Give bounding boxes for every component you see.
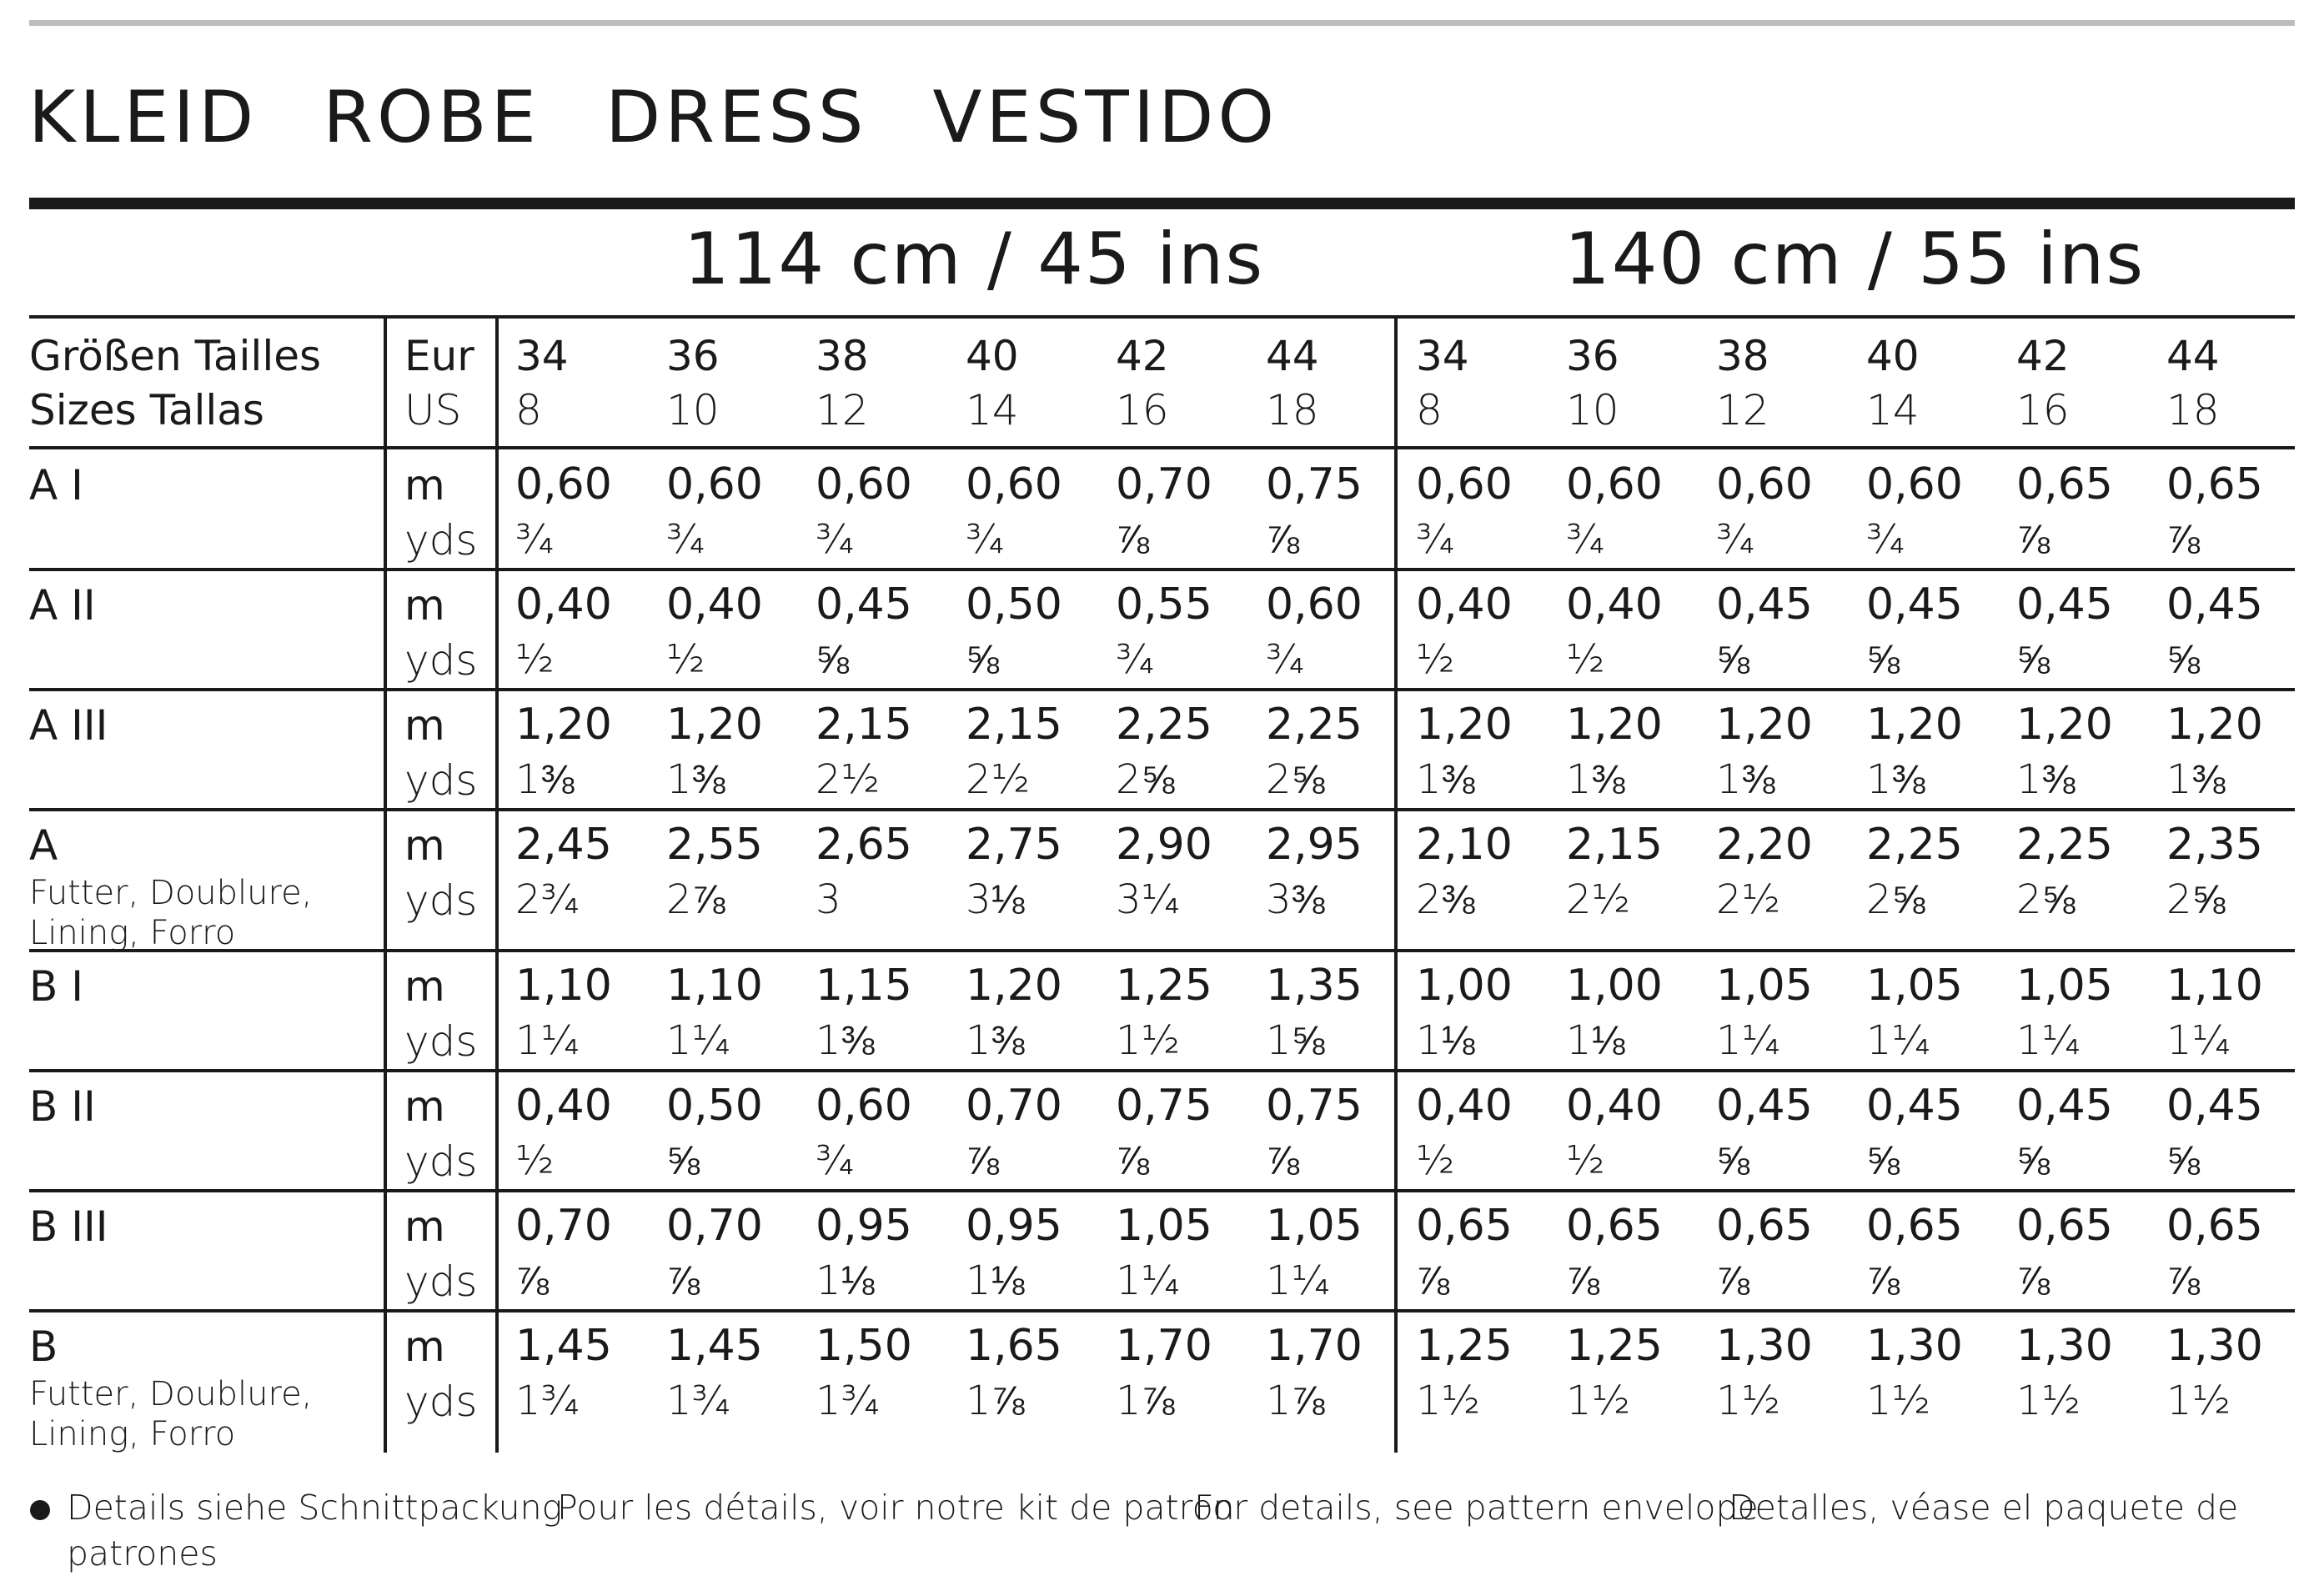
yard-value: 1¾ bbox=[666, 1378, 731, 1424]
yard-value: 2⅞ bbox=[666, 876, 725, 923]
us-size: 14 bbox=[1866, 386, 1920, 434]
meter-value: 0,40 bbox=[1566, 1081, 1663, 1131]
size-label-line2: Sizes Tallas bbox=[29, 386, 264, 434]
yard-value: 1⅞ bbox=[1266, 1378, 1325, 1424]
title-es: VESTIDO bbox=[932, 76, 1279, 159]
meter-value: 1,05 bbox=[2016, 961, 2113, 1011]
meter-value: 2,10 bbox=[1416, 820, 1513, 870]
yard-value: 1½ bbox=[1116, 1017, 1181, 1064]
unit-yds: yds bbox=[404, 636, 478, 685]
yard-value: ¾ bbox=[1266, 636, 1305, 683]
yard-value: 1⅜ bbox=[2016, 756, 2076, 803]
footer-en: For details, see pattern envelope bbox=[1194, 1488, 1759, 1528]
meter-value: 2,15 bbox=[966, 700, 1062, 750]
us-size: 18 bbox=[1266, 386, 1319, 434]
row-label: B II bbox=[29, 1082, 96, 1131]
meter-value: 0,95 bbox=[816, 1201, 912, 1251]
us-size: 12 bbox=[1716, 386, 1769, 434]
yard-value: ⅝ bbox=[2166, 1137, 2201, 1184]
yard-value: 1½ bbox=[1866, 1378, 1931, 1424]
col-divider-unit bbox=[495, 317, 499, 1453]
meter-value: 2,25 bbox=[1866, 820, 1963, 870]
yard-value: 1⅜ bbox=[2166, 756, 2226, 803]
meter-value: 1,25 bbox=[1116, 961, 1212, 1011]
meter-value: 0,65 bbox=[2166, 459, 2263, 509]
us-size: 16 bbox=[1116, 386, 1169, 434]
meter-value: 0,60 bbox=[1716, 459, 1813, 509]
meter-value: 1,30 bbox=[2166, 1321, 2263, 1371]
eur-size: 42 bbox=[1116, 332, 1169, 380]
meter-value: 0,45 bbox=[2166, 580, 2263, 630]
meter-value: 0,60 bbox=[966, 459, 1062, 509]
yard-value: 1¾ bbox=[515, 1378, 580, 1424]
unit-yds: yds bbox=[404, 1137, 478, 1186]
yard-value: ⅝ bbox=[2166, 636, 2201, 683]
meter-value: 0,70 bbox=[515, 1201, 612, 1251]
yard-value: ⅝ bbox=[816, 636, 850, 683]
fabric-width-140: 140 cm / 55 ins bbox=[1564, 218, 2146, 301]
meter-value: 1,65 bbox=[966, 1321, 1062, 1371]
yard-value: 1¼ bbox=[1266, 1257, 1331, 1304]
table-row-divider bbox=[29, 688, 2295, 691]
eur-size: 40 bbox=[1866, 332, 1920, 380]
meter-value: 1,20 bbox=[1566, 700, 1663, 750]
meter-value: 2,25 bbox=[1266, 700, 1363, 750]
us-size: 14 bbox=[966, 386, 1019, 434]
meter-value: 1,45 bbox=[666, 1321, 763, 1371]
yard-value: 1¼ bbox=[2016, 1017, 2081, 1064]
us-size: 18 bbox=[2166, 386, 2220, 434]
unit-yds: yds bbox=[404, 876, 478, 925]
yard-value: 1¼ bbox=[2166, 1017, 2231, 1064]
yard-value: 1⅝ bbox=[1266, 1017, 1325, 1064]
yard-value: ⅝ bbox=[2016, 636, 2050, 683]
meter-value: 1,10 bbox=[2166, 961, 2263, 1011]
meter-value: 1,05 bbox=[1116, 1201, 1212, 1251]
row-label: A bbox=[29, 821, 58, 870]
meter-value: 0,40 bbox=[1416, 1081, 1513, 1131]
yard-value: 1⅜ bbox=[666, 756, 725, 803]
meter-value: 1,00 bbox=[1416, 961, 1513, 1011]
yard-value: 2¾ bbox=[515, 876, 580, 923]
meter-value: 1,70 bbox=[1266, 1321, 1363, 1371]
meter-value: 1,20 bbox=[1866, 700, 1963, 750]
meter-value: 1,50 bbox=[816, 1321, 912, 1371]
meter-value: 1,15 bbox=[816, 961, 912, 1011]
meter-value: 0,75 bbox=[1266, 459, 1363, 509]
meter-value: 0,95 bbox=[966, 1201, 1062, 1251]
yard-value: 3¼ bbox=[1116, 876, 1181, 923]
yard-value: 1½ bbox=[2016, 1378, 2081, 1424]
yard-value: 2⅝ bbox=[1266, 756, 1325, 803]
meter-value: 0,60 bbox=[666, 459, 763, 509]
meter-value: 1,25 bbox=[1416, 1321, 1513, 1371]
meter-value: 0,75 bbox=[1266, 1081, 1363, 1131]
yard-value: ¾ bbox=[515, 516, 555, 563]
meter-value: 1,30 bbox=[1716, 1321, 1813, 1371]
meter-value: 1,05 bbox=[1266, 1201, 1363, 1251]
meter-value: 0,65 bbox=[1866, 1201, 1963, 1251]
top-rule bbox=[29, 20, 2295, 26]
us-size: 8 bbox=[1416, 386, 1443, 434]
meter-value: 2,25 bbox=[1116, 700, 1212, 750]
meter-value: 0,40 bbox=[1566, 580, 1663, 630]
yard-value: ⅞ bbox=[1266, 516, 1300, 563]
meter-value: 0,55 bbox=[1116, 580, 1212, 630]
meter-value: 1,20 bbox=[1416, 700, 1513, 750]
meter-value: 0,60 bbox=[1866, 459, 1963, 509]
table-row-divider bbox=[29, 1069, 2295, 1072]
row-label: B bbox=[29, 1323, 58, 1371]
yard-value: 1½ bbox=[1566, 1378, 1631, 1424]
footer-es: Detalles, véase el paquete de bbox=[1729, 1488, 2239, 1528]
unit-m: m bbox=[404, 821, 445, 870]
us-size: 10 bbox=[1566, 386, 1619, 434]
eur-size: 38 bbox=[1716, 332, 1769, 380]
title-en: DRESS bbox=[605, 76, 868, 159]
us-label: US bbox=[404, 386, 462, 434]
yard-value: 1½ bbox=[2166, 1378, 2231, 1424]
yard-value: ¾ bbox=[1716, 516, 1755, 563]
meter-value: 0,60 bbox=[1566, 459, 1663, 509]
meter-value: 2,25 bbox=[2016, 820, 2113, 870]
eur-size: 42 bbox=[2016, 332, 2070, 380]
meter-value: 0,65 bbox=[1716, 1201, 1813, 1251]
yard-value: 2½ bbox=[816, 756, 881, 803]
meter-value: 1,45 bbox=[515, 1321, 612, 1371]
yard-value: ⅞ bbox=[1116, 516, 1150, 563]
unit-yds: yds bbox=[404, 516, 478, 565]
unit-yds: yds bbox=[404, 1378, 478, 1426]
meter-value: 1,05 bbox=[1866, 961, 1963, 1011]
table-row-divider bbox=[29, 1189, 2295, 1192]
meter-value: 0,50 bbox=[966, 580, 1062, 630]
unit-m: m bbox=[404, 1323, 445, 1371]
meter-value: 0,40 bbox=[515, 580, 612, 630]
meter-value: 1,05 bbox=[1716, 961, 1813, 1011]
yard-value: 2⅝ bbox=[1116, 756, 1175, 803]
meter-value: 1,10 bbox=[515, 961, 612, 1011]
meter-value: 0,40 bbox=[1416, 580, 1513, 630]
yard-value: 1⅜ bbox=[816, 1017, 875, 1064]
size-label-line1: Größen Tailles bbox=[29, 332, 322, 380]
meter-value: 0,40 bbox=[515, 1081, 612, 1131]
yard-value: ½ bbox=[1566, 636, 1605, 683]
col-divider-width bbox=[1394, 317, 1398, 1453]
meter-value: 0,45 bbox=[1866, 1081, 1963, 1131]
meter-value: 1,20 bbox=[515, 700, 612, 750]
yard-value: ¾ bbox=[816, 516, 855, 563]
table-row-divider bbox=[29, 446, 2295, 449]
yard-value: ½ bbox=[515, 1137, 555, 1184]
meter-value: 1,20 bbox=[666, 700, 763, 750]
eur-size: 34 bbox=[1416, 332, 1469, 380]
page-title bbox=[28, 76, 1279, 159]
yard-value: ⅞ bbox=[2166, 1257, 2201, 1304]
meter-value: 1,25 bbox=[1566, 1321, 1663, 1371]
title-de: KLEID bbox=[28, 76, 259, 159]
yard-value: ½ bbox=[1416, 636, 1455, 683]
meter-value: 0,45 bbox=[2016, 1081, 2113, 1131]
meter-value: 1,00 bbox=[1566, 961, 1663, 1011]
yard-value: ⅝ bbox=[666, 1137, 700, 1184]
meter-value: 0,60 bbox=[1416, 459, 1513, 509]
yard-value: ⅝ bbox=[1866, 1137, 1900, 1184]
fabric-width-114: 114 cm / 45 ins bbox=[684, 218, 1265, 301]
yard-value: ¾ bbox=[1566, 516, 1605, 563]
meter-value: 0,75 bbox=[1116, 1081, 1212, 1131]
title-rule bbox=[29, 198, 2295, 209]
unit-m: m bbox=[404, 581, 445, 630]
unit-m: m bbox=[404, 1202, 445, 1251]
yard-value: ⅞ bbox=[2016, 1257, 2050, 1304]
meter-value: 0,60 bbox=[816, 459, 912, 509]
yard-value: ⅞ bbox=[1716, 1257, 1750, 1304]
us-size: 10 bbox=[666, 386, 720, 434]
row-label: A II bbox=[29, 581, 96, 630]
meter-value: 1,20 bbox=[1716, 700, 1813, 750]
meter-value: 2,65 bbox=[816, 820, 912, 870]
meter-value: 0,45 bbox=[816, 580, 912, 630]
meter-value: 0,65 bbox=[1416, 1201, 1513, 1251]
meter-value: 0,70 bbox=[666, 1201, 763, 1251]
us-size: 8 bbox=[515, 386, 542, 434]
table-row-divider bbox=[29, 1309, 2295, 1312]
table-row-divider bbox=[29, 315, 2295, 319]
row-sublabel: Futter, Doublure, Lining, Forro bbox=[29, 1375, 313, 1453]
yard-value: 1¼ bbox=[1116, 1257, 1181, 1304]
yard-value: ⅞ bbox=[2166, 516, 2201, 563]
yard-value: 1¼ bbox=[1866, 1017, 1931, 1064]
table-row-divider bbox=[29, 949, 2295, 952]
yard-value: 1⅜ bbox=[1716, 756, 1775, 803]
row-label: B I bbox=[29, 962, 83, 1011]
yard-value: 1¾ bbox=[816, 1378, 881, 1424]
meter-value: 2,90 bbox=[1116, 820, 1212, 870]
eur-size: 36 bbox=[666, 332, 720, 380]
yard-value: 1¼ bbox=[515, 1017, 580, 1064]
yard-value: 1⅜ bbox=[1416, 756, 1475, 803]
meter-value: 0,45 bbox=[2166, 1081, 2263, 1131]
us-size: 12 bbox=[816, 386, 869, 434]
meter-value: 0,70 bbox=[1116, 459, 1212, 509]
yard-value: ¾ bbox=[1416, 516, 1455, 563]
meter-value: 1,20 bbox=[2166, 700, 2263, 750]
title-fr: ROBE bbox=[323, 76, 541, 159]
unit-m: m bbox=[404, 1082, 445, 1131]
yard-value: 3 bbox=[816, 876, 841, 923]
yard-value: 1⅛ bbox=[816, 1257, 875, 1304]
footer-fr: Pour les détails, voir notre kit de patron bbox=[557, 1488, 1235, 1528]
meter-value: 0,45 bbox=[2016, 580, 2113, 630]
table-row-divider bbox=[29, 808, 2295, 811]
yard-value: 1¼ bbox=[1716, 1017, 1781, 1064]
yard-value: ¾ bbox=[966, 516, 1005, 563]
row-label: B III bbox=[29, 1202, 108, 1251]
yard-value: ¾ bbox=[1866, 516, 1905, 563]
yard-value: ⅝ bbox=[966, 636, 1000, 683]
eur-size: 36 bbox=[1566, 332, 1619, 380]
unit-yds: yds bbox=[404, 1017, 478, 1066]
meter-value: 1,30 bbox=[1866, 1321, 1963, 1371]
meter-value: 0,45 bbox=[1716, 1081, 1813, 1131]
table-row-divider bbox=[29, 568, 2295, 571]
meter-value: 2,95 bbox=[1266, 820, 1363, 870]
yard-value: 2⅝ bbox=[2016, 876, 2076, 923]
yard-value: ⅞ bbox=[1266, 1137, 1300, 1184]
yard-value: ⅞ bbox=[1866, 1257, 1900, 1304]
meter-value: 1,70 bbox=[1116, 1321, 1212, 1371]
meter-value: 1,20 bbox=[2016, 700, 2113, 750]
yard-value: 1¼ bbox=[666, 1017, 731, 1064]
meter-value: 2,75 bbox=[966, 820, 1062, 870]
eur-size: 44 bbox=[1266, 332, 1319, 380]
unit-yds: yds bbox=[404, 1257, 478, 1306]
meter-value: 2,45 bbox=[515, 820, 612, 870]
yard-value: 1⅞ bbox=[966, 1378, 1025, 1424]
yard-value: ½ bbox=[666, 636, 705, 683]
yard-value: 1⅞ bbox=[1116, 1378, 1175, 1424]
yard-value: 1⅜ bbox=[515, 756, 575, 803]
yard-value: ⅞ bbox=[1566, 1257, 1600, 1304]
yard-value: ⅞ bbox=[1116, 1137, 1150, 1184]
meter-value: 1,10 bbox=[666, 961, 763, 1011]
yard-value: 2½ bbox=[1566, 876, 1631, 923]
meter-value: 0,45 bbox=[1716, 580, 1813, 630]
yard-value: ⅝ bbox=[2016, 1137, 2050, 1184]
meter-value: 2,15 bbox=[816, 700, 912, 750]
yard-value: 2⅝ bbox=[1866, 876, 1925, 923]
meter-value: 2,15 bbox=[1566, 820, 1663, 870]
us-size: 16 bbox=[2016, 386, 2070, 434]
yard-value: 1⅛ bbox=[1566, 1017, 1625, 1064]
eur-label: Eur bbox=[404, 332, 474, 380]
unit-m: m bbox=[404, 962, 445, 1011]
eur-size: 40 bbox=[966, 332, 1019, 380]
meter-value: 0,65 bbox=[2016, 459, 2113, 509]
col-divider-label bbox=[384, 317, 387, 1453]
eur-size: 34 bbox=[515, 332, 569, 380]
eur-size: 44 bbox=[2166, 332, 2220, 380]
meter-value: 1,35 bbox=[1266, 961, 1363, 1011]
meter-value: 0,45 bbox=[1866, 580, 1963, 630]
meter-value: 0,60 bbox=[515, 459, 612, 509]
meter-value: 0,60 bbox=[816, 1081, 912, 1131]
yard-value: ⅝ bbox=[1866, 636, 1900, 683]
yard-value: ⅞ bbox=[1416, 1257, 1450, 1304]
yard-value: 1½ bbox=[1416, 1378, 1481, 1424]
unit-m: m bbox=[404, 461, 445, 509]
yard-value: ⅞ bbox=[666, 1257, 700, 1304]
yard-value: 2⅝ bbox=[2166, 876, 2226, 923]
yard-value: ½ bbox=[1566, 1137, 1605, 1184]
yard-value: 2½ bbox=[1716, 876, 1781, 923]
yard-value: 1⅜ bbox=[1566, 756, 1625, 803]
footer-es-wrap: patrones bbox=[67, 1533, 218, 1573]
meter-value: 0,65 bbox=[1566, 1201, 1663, 1251]
row-label: A I bbox=[29, 461, 83, 509]
bullet-icon bbox=[30, 1500, 50, 1520]
yard-value: ⅞ bbox=[2016, 516, 2050, 563]
yard-value: ½ bbox=[1416, 1137, 1455, 1184]
meter-value: 2,35 bbox=[2166, 820, 2263, 870]
meter-value: 0,65 bbox=[2016, 1201, 2113, 1251]
meter-value: 0,40 bbox=[666, 580, 763, 630]
meter-value: 0,70 bbox=[966, 1081, 1062, 1131]
yard-value: 1½ bbox=[1716, 1378, 1781, 1424]
yard-value: ½ bbox=[515, 636, 555, 683]
meter-value: 0,60 bbox=[1266, 580, 1363, 630]
row-label: A III bbox=[29, 701, 108, 750]
meter-value: 1,20 bbox=[966, 961, 1062, 1011]
yard-value: ¾ bbox=[666, 516, 705, 563]
yard-value: 1⅜ bbox=[966, 1017, 1025, 1064]
yard-value: 2⅜ bbox=[1416, 876, 1475, 923]
footer-de: Details siehe Schnittpackung bbox=[67, 1488, 563, 1528]
row-sublabel: Futter, Doublure, Lining, Forro bbox=[29, 874, 313, 952]
eur-size: 38 bbox=[816, 332, 869, 380]
yard-value: ¾ bbox=[816, 1137, 855, 1184]
yard-value: ⅝ bbox=[1716, 1137, 1750, 1184]
meter-value: 0,50 bbox=[666, 1081, 763, 1131]
yard-value: 1⅛ bbox=[1416, 1017, 1475, 1064]
yard-value: 2½ bbox=[966, 756, 1031, 803]
yard-value: 3⅛ bbox=[966, 876, 1025, 923]
yard-value: 1⅛ bbox=[966, 1257, 1025, 1304]
yard-value: 3⅜ bbox=[1266, 876, 1325, 923]
yard-value: ⅝ bbox=[1716, 636, 1750, 683]
yard-value: ⅞ bbox=[966, 1137, 1000, 1184]
yard-value: 1⅜ bbox=[1866, 756, 1925, 803]
unit-m: m bbox=[404, 701, 445, 750]
meter-value: 0,65 bbox=[2166, 1201, 2263, 1251]
yard-value: ⅞ bbox=[515, 1257, 550, 1304]
unit-yds: yds bbox=[404, 756, 478, 805]
meter-value: 1,30 bbox=[2016, 1321, 2113, 1371]
yard-value: ¾ bbox=[1116, 636, 1155, 683]
meter-value: 2,20 bbox=[1716, 820, 1813, 870]
meter-value: 2,55 bbox=[666, 820, 763, 870]
